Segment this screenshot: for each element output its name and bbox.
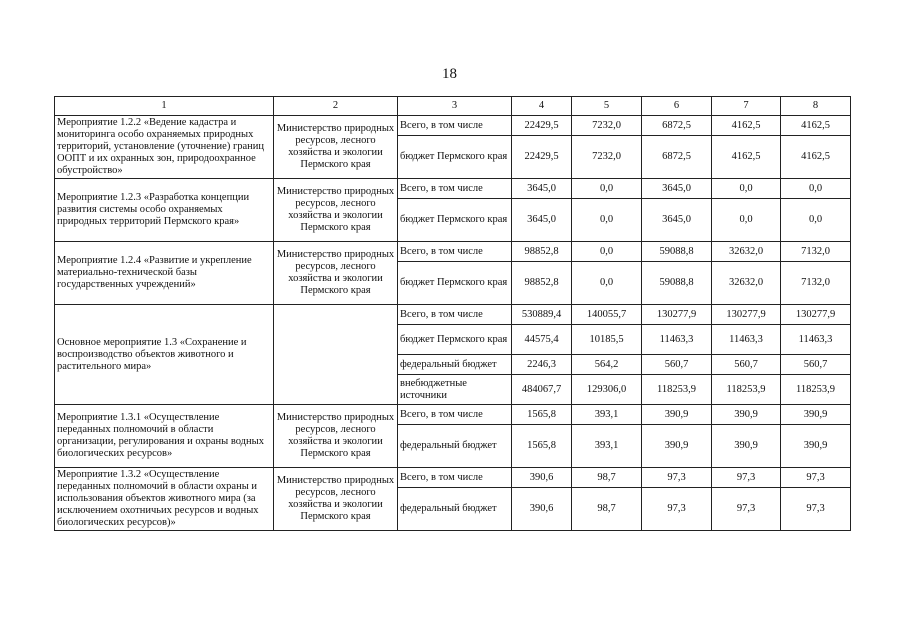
funding-source: Всего, в том числе — [398, 405, 512, 425]
amount-cell: 32632,0 — [712, 262, 781, 305]
column-header: 5 — [572, 97, 642, 116]
amount-cell: 97,3 — [642, 468, 712, 488]
funding-source: федеральный бюджет — [398, 425, 512, 468]
amount-cell: 97,3 — [712, 488, 781, 531]
funding-source: внебюджетные источники — [398, 375, 512, 405]
amount-cell: 393,1 — [572, 425, 642, 468]
amount-cell: 7232,0 — [572, 116, 642, 136]
amount-cell: 484067,7 — [512, 375, 572, 405]
amount-cell: 390,9 — [781, 425, 851, 468]
amount-cell: 97,3 — [642, 488, 712, 531]
responsible-org — [274, 305, 398, 405]
amount-cell: 3645,0 — [512, 179, 572, 199]
amount-cell: 3645,0 — [642, 199, 712, 242]
column-header: 6 — [642, 97, 712, 116]
activity-name: Мероприятие 1.3.2 «Осуществление переданных полномочий в области охраны и использования объектов животного мира (за исключением охотничьих ресурсов и водных биологических ресурсов)» — [55, 468, 274, 531]
column-header: 2 — [274, 97, 398, 116]
amount-cell: 11463,3 — [781, 325, 851, 355]
activity-name: Мероприятие 1.3.1 «Осуществление переданных полномочий в области организации, регулирования и охраны водных биологических ресурсов» — [55, 405, 274, 468]
amount-cell: 0,0 — [572, 242, 642, 262]
amount-cell: 0,0 — [781, 179, 851, 199]
header-row — [55, 97, 851, 116]
column-header: 7 — [712, 97, 781, 116]
amount-cell: 22429,5 — [512, 136, 572, 179]
funding-source: Всего, в том числе — [398, 305, 512, 325]
amount-cell: 118253,9 — [781, 375, 851, 405]
funding-source: Всего, в том числе — [398, 179, 512, 199]
amount-cell: 129306,0 — [572, 375, 642, 405]
column-header: 8 — [781, 97, 851, 116]
funding-source: бюджет Пермского края — [398, 325, 512, 355]
amount-cell: 530889,4 — [512, 305, 572, 325]
amount-cell: 0,0 — [712, 179, 781, 199]
amount-cell: 98,7 — [572, 468, 642, 488]
amount-cell: 1565,8 — [512, 405, 572, 425]
amount-cell: 560,7 — [642, 355, 712, 375]
table-row — [55, 468, 851, 488]
activity-name: Мероприятие 1.2.4 «Развитие и укрепление материально-технической базы государственных учреждений» — [55, 242, 274, 305]
amount-cell: 390,9 — [712, 405, 781, 425]
funding-source: федеральный бюджет — [398, 355, 512, 375]
amount-cell: 0,0 — [781, 199, 851, 242]
amount-cell: 0,0 — [572, 179, 642, 199]
amount-cell: 11463,3 — [642, 325, 712, 355]
responsible-org: Министерство природных ресурсов, лесного хозяйства и экологии Пермского края — [274, 116, 398, 179]
amount-cell: 4162,5 — [781, 136, 851, 179]
responsible-org: Министерство природных ресурсов, лесного хозяйства и экологии Пермского края — [274, 179, 398, 242]
column-header: 1 — [55, 97, 274, 116]
activity-name: Мероприятие 1.2.2 «Ведение кадастра и мониторинга особо охраняемых природных территорий, установление (уточнение) границ ООПТ и их охранных зон, природоохранное обустройство» — [55, 116, 274, 179]
table-row — [55, 116, 851, 136]
amount-cell: 390,9 — [781, 405, 851, 425]
amount-cell: 97,3 — [781, 468, 851, 488]
amount-cell: 44575,4 — [512, 325, 572, 355]
amount-cell: 0,0 — [712, 199, 781, 242]
column-header: 4 — [512, 97, 572, 116]
amount-cell: 0,0 — [572, 199, 642, 242]
activity-name: Основное мероприятие 1.3 «Сохранение и воспроизводство объектов животного и растительного мира» — [55, 305, 274, 405]
amount-cell: 390,6 — [512, 488, 572, 531]
responsible-org: Министерство природных ресурсов, лесного хозяйства и экологии Пермского края — [274, 468, 398, 531]
amount-cell: 3645,0 — [642, 179, 712, 199]
amount-cell: 560,7 — [781, 355, 851, 375]
amount-cell: 140055,7 — [572, 305, 642, 325]
funding-source: бюджет Пермского края — [398, 262, 512, 305]
amount-cell: 10185,5 — [572, 325, 642, 355]
amount-cell: 11463,3 — [712, 325, 781, 355]
amount-cell: 98852,8 — [512, 262, 572, 305]
activity-name: Мероприятие 1.2.3 «Разработка концепции развития системы особо охраняемых природных территорий Пермского края» — [55, 179, 274, 242]
amount-cell: 59088,8 — [642, 262, 712, 305]
amount-cell: 118253,9 — [712, 375, 781, 405]
funding-source: Всего, в том числе — [398, 116, 512, 136]
page-number: 18 — [442, 66, 457, 82]
amount-cell: 4162,5 — [712, 136, 781, 179]
amount-cell: 130277,9 — [781, 305, 851, 325]
amount-cell: 390,9 — [712, 425, 781, 468]
amount-cell: 22429,5 — [512, 116, 572, 136]
amount-cell: 130277,9 — [642, 305, 712, 325]
funding-source: Всего, в том числе — [398, 468, 512, 488]
amount-cell: 32632,0 — [712, 242, 781, 262]
amount-cell: 6872,5 — [642, 136, 712, 179]
amount-cell: 97,3 — [781, 488, 851, 531]
amount-cell: 98,7 — [572, 488, 642, 531]
amount-cell: 560,7 — [712, 355, 781, 375]
amount-cell: 3645,0 — [512, 199, 572, 242]
amount-cell: 4162,5 — [781, 116, 851, 136]
funding-source: федеральный бюджет — [398, 488, 512, 531]
amount-cell: 7232,0 — [572, 136, 642, 179]
table-row — [55, 305, 851, 325]
amount-cell: 118253,9 — [642, 375, 712, 405]
amount-cell: 59088,8 — [642, 242, 712, 262]
table-row — [55, 405, 851, 425]
amount-cell: 390,9 — [642, 405, 712, 425]
amount-cell: 97,3 — [712, 468, 781, 488]
amount-cell: 130277,9 — [712, 305, 781, 325]
table-row — [55, 242, 851, 262]
column-header: 3 — [398, 97, 512, 116]
amount-cell: 0,0 — [572, 262, 642, 305]
table-row — [55, 179, 851, 199]
amount-cell: 7132,0 — [781, 242, 851, 262]
amount-cell: 98852,8 — [512, 242, 572, 262]
amount-cell: 390,6 — [512, 468, 572, 488]
amount-cell: 7132,0 — [781, 262, 851, 305]
funding-source: Всего, в том числе — [398, 242, 512, 262]
responsible-org: Министерство природных ресурсов, лесного хозяйства и экологии Пермского края — [274, 405, 398, 468]
funding-source: бюджет Пермского края — [398, 136, 512, 179]
amount-cell: 564,2 — [572, 355, 642, 375]
budget-table — [54, 96, 851, 531]
amount-cell: 1565,8 — [512, 425, 572, 468]
amount-cell: 4162,5 — [712, 116, 781, 136]
amount-cell: 390,9 — [642, 425, 712, 468]
amount-cell: 393,1 — [572, 405, 642, 425]
responsible-org: Министерство природных ресурсов, лесного хозяйства и экологии Пермского края — [274, 242, 398, 305]
amount-cell: 2246,3 — [512, 355, 572, 375]
amount-cell: 6872,5 — [642, 116, 712, 136]
funding-source: бюджет Пермского края — [398, 199, 512, 242]
